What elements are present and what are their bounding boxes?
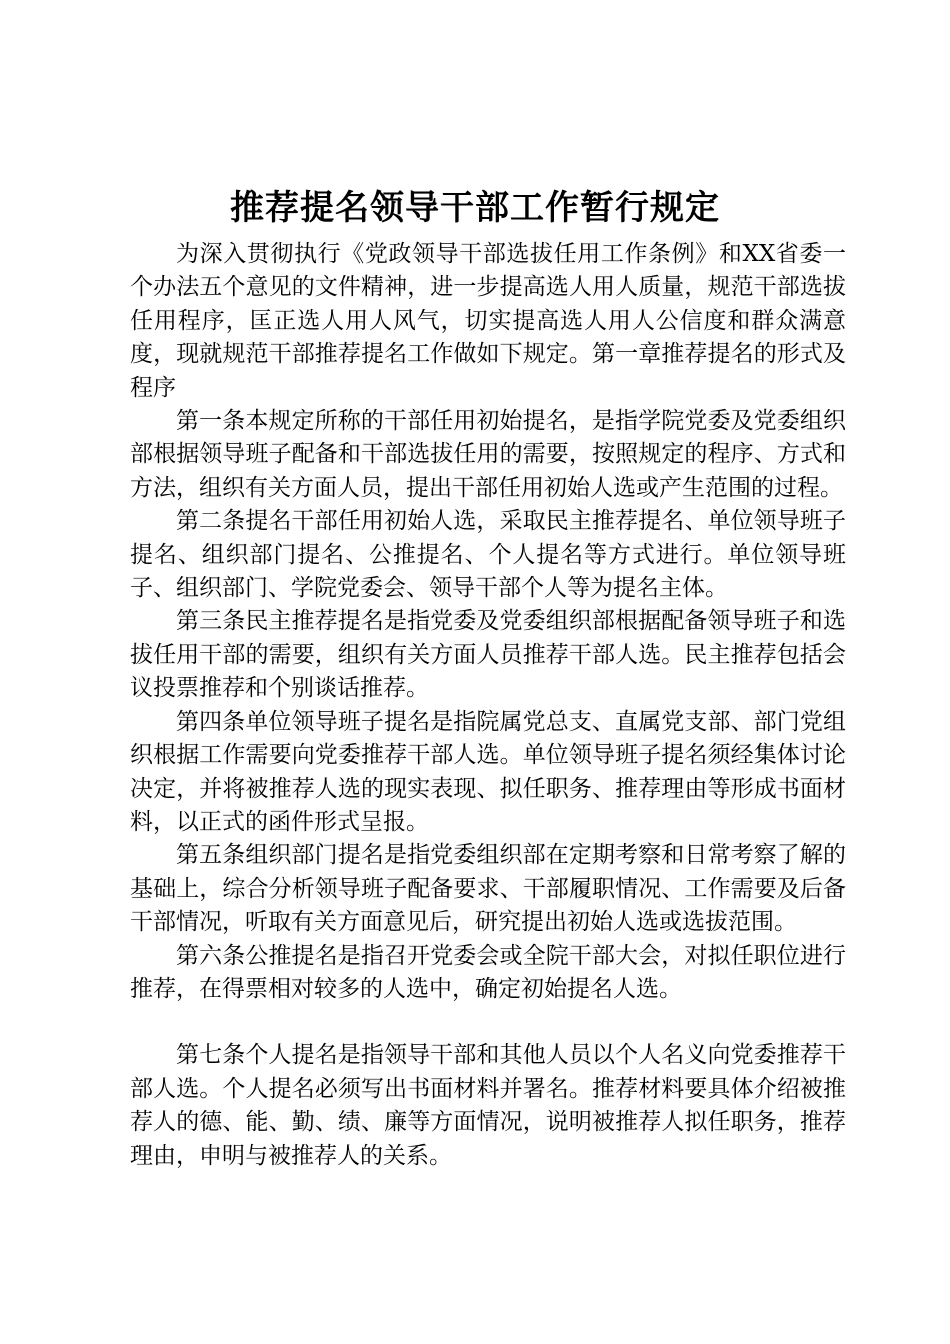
paragraph-article-5: 第五条组织部门提名是指党委组织部在定期考察和日常考察了解的基础上，综合分析领导班子配备要求、干部履职情况、工作需要及后备干部情况，听取有关方面意见后，研究提出初始人选或选拔范围。 <box>130 842 846 936</box>
paragraph-article-2: 第二条提名干部任用初始人选，采取民主推荐提名、单位领导班子提名、组织部门提名、公推提名、个人提名等方式进行。单位领导班子、组织部门、学院党委会、领导干部个人等为提名主体。 <box>130 508 846 602</box>
paragraph-article-7: 第七条个人提名是指领导干部和其他人员以个人名义向党委推荐干部人选。个人提名必须写出书面材料并署名。推荐材料要具体介绍被推荐人的德、能、勤、绩、廉等方面情况，说明被推荐人拟任职务，推荐理由，申明与被推荐人的关系。 <box>130 1042 846 1169</box>
document-body <box>130 238 846 1173</box>
paragraph-article-4: 第四条单位领导班子提名是指院属党总支、直属党支部、部门党组织根据工作需要向党委推荐干部人选。单位领导班子提名须经集体讨论决定，并将被推荐人选的现实表现、拟任职务、推荐理由等形成书面材料，以正式的函件形式呈报。 <box>130 708 846 835</box>
paragraph-intro: 为深入贯彻执行《党政领导干部选拔任用工作条例》和XX省委一个办法五个意见的文件精神，进一步提高选人用人质量，规范干部选拔任用程序，匡正选人用人风气，切实提高选人用人公信度和群众满意度，现就规范干部推荐提名工作做如下规定。第一章推荐提名的形式及程序 <box>130 241 846 401</box>
paragraph-article-3: 第三条民主推荐提名是指党委及党委组织部根据配备领导班子和选拔任用干部的需要，组织有关方面人员推荐干部人选。民主推荐包括会议投票推荐和个别谈话推荐。 <box>130 608 846 702</box>
paragraph-article-1: 第一条本规定所称的干部任用初始提名，是指学院党委及党委组织部根据领导班子配备和干部选拔任用的需要，按照规定的程序、方式和方法，组织有关方面人员，提出干部任用初始人选或产生范围的过程。 <box>130 408 846 501</box>
document-title: 推荐提名领导干部工作暂行规定 <box>230 188 720 228</box>
paragraph-article-6: 第六条公推提名是指召开党委会或全院干部大会，对拟任职位进行推荐，在得票相对较多的人选中，确定初始提名人选。 <box>130 942 846 1002</box>
